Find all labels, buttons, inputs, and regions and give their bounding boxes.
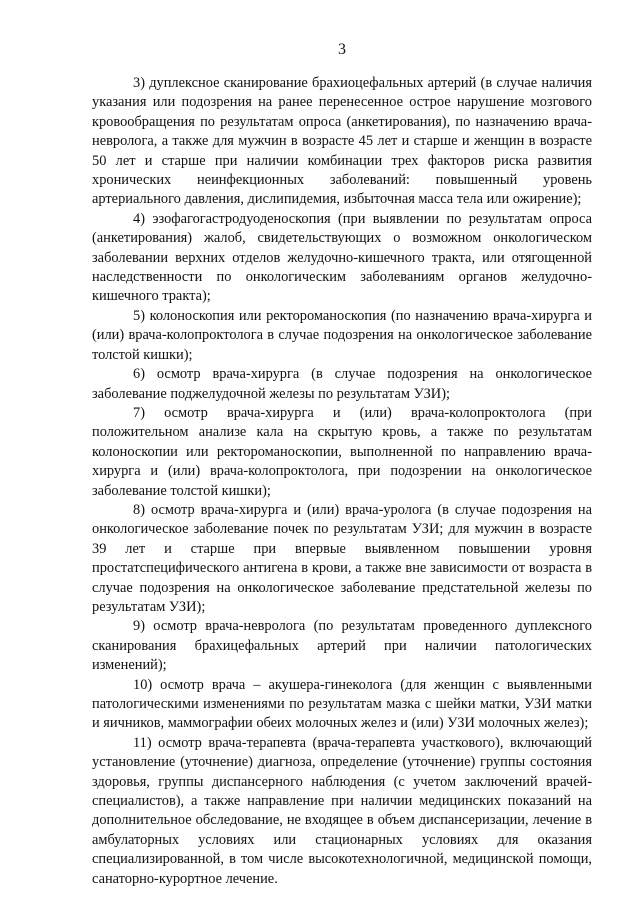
paragraph-item-7: 7) осмотр врача-хирурга и (или) врача-колопроктолога (при положительном анализе кала на скрытую кровь, а также по результатам колоноскопии или ректороманоскопии, выполненной по направлению врача-хирурга и (или) врача-колопроктолога, при подозрении на онкологическое заболевание толстой кишки);: [92, 404, 592, 499]
paragraph-item-8: 8) осмотр врача-хирурга и (или) врача-уролога (в случае подозрения на онкологическое заболевание почек по результатам УЗИ; для мужчин в возрасте 39 лет и старше при впервые выявленном повышении уровня простатспецифического антигена в крови, а также вне зависимости от возраста в случае подозрения на онкологическое заболевание предстательной железы по результатам УЗИ);: [92, 501, 592, 615]
page-number: 3: [338, 41, 346, 58]
paragraph-item-10: 10) осмотр врача – акушера-гинеколога (для женщин с выявленными патологическими изменениями по результатам мазка с шейки матки, УЗИ матки и яичников, маммографии обеих молочных желез и (или) УЗИ молочных желез);: [92, 676, 592, 732]
paragraph-item-11: 11) осмотр врача-терапевта (врача-терапевта участкового), включающий установление (уточнение) диагноза, определение (уточнение) группы состояния здоровья, группы диспансерного наблюдения (с учетом заключений врачей-специалистов), а также направление при наличии медицинских показаний на дополнительное обследование, не входящее в объем диспансеризации, лечение в амбулаторных условиях или стационарных условиях для оказания специализированной, в том числе высокотехнологичной, медицинской помощи, санаторно-курортное лечение.: [92, 734, 592, 887]
paragraph-item-3: 3) дуплексное сканирование брахиоцефальных артерий (в случае наличия указания или подозрения на ранее перенесенное острое нарушение мозгового кровообращения по результатам опроса (анкетирования), по назначению врача-невролога, а также для мужчин в возрасте 45 лет и старше и женщин в возрасте 50 лет и старше при наличии комбинации трех факторов риска развития хронических неинфекционных заболеваний: повышенный уровень артериального давления, дислипидемия, избыточная масса тела или ожирение);: [92, 75, 592, 208]
paragraph-item-9: 9) осмотр врача-невролога (по результатам проведенного дуплексного сканирования брахицефальных артерий при наличии патологических изменений);: [92, 618, 592, 674]
paragraph-item-4: 4) эзофагогастродуоденоскопия (при выявлении по результатам опроса (анкетирования) жалоб, свидетельствующих о возможном онкологическом заболевании верхних отделов желудочно-кишечного тракта, или отягощенной наследственности по онкологическим заболеваниям органов желудочно-кишечного тракта);: [92, 210, 592, 305]
paragraph-item-6: 6) осмотр врача-хирурга (в случае подозрения на онкологическое заболевание поджелудочной железы по результатам УЗИ);: [92, 366, 592, 402]
paragraph-item-5: 5) колоноскопия или ректороманоскопия (по назначению врача-хирурга и (или) врача-колопроктолога в случае подозрения на онкологическое заболевание толстой кишки);: [92, 307, 592, 363]
